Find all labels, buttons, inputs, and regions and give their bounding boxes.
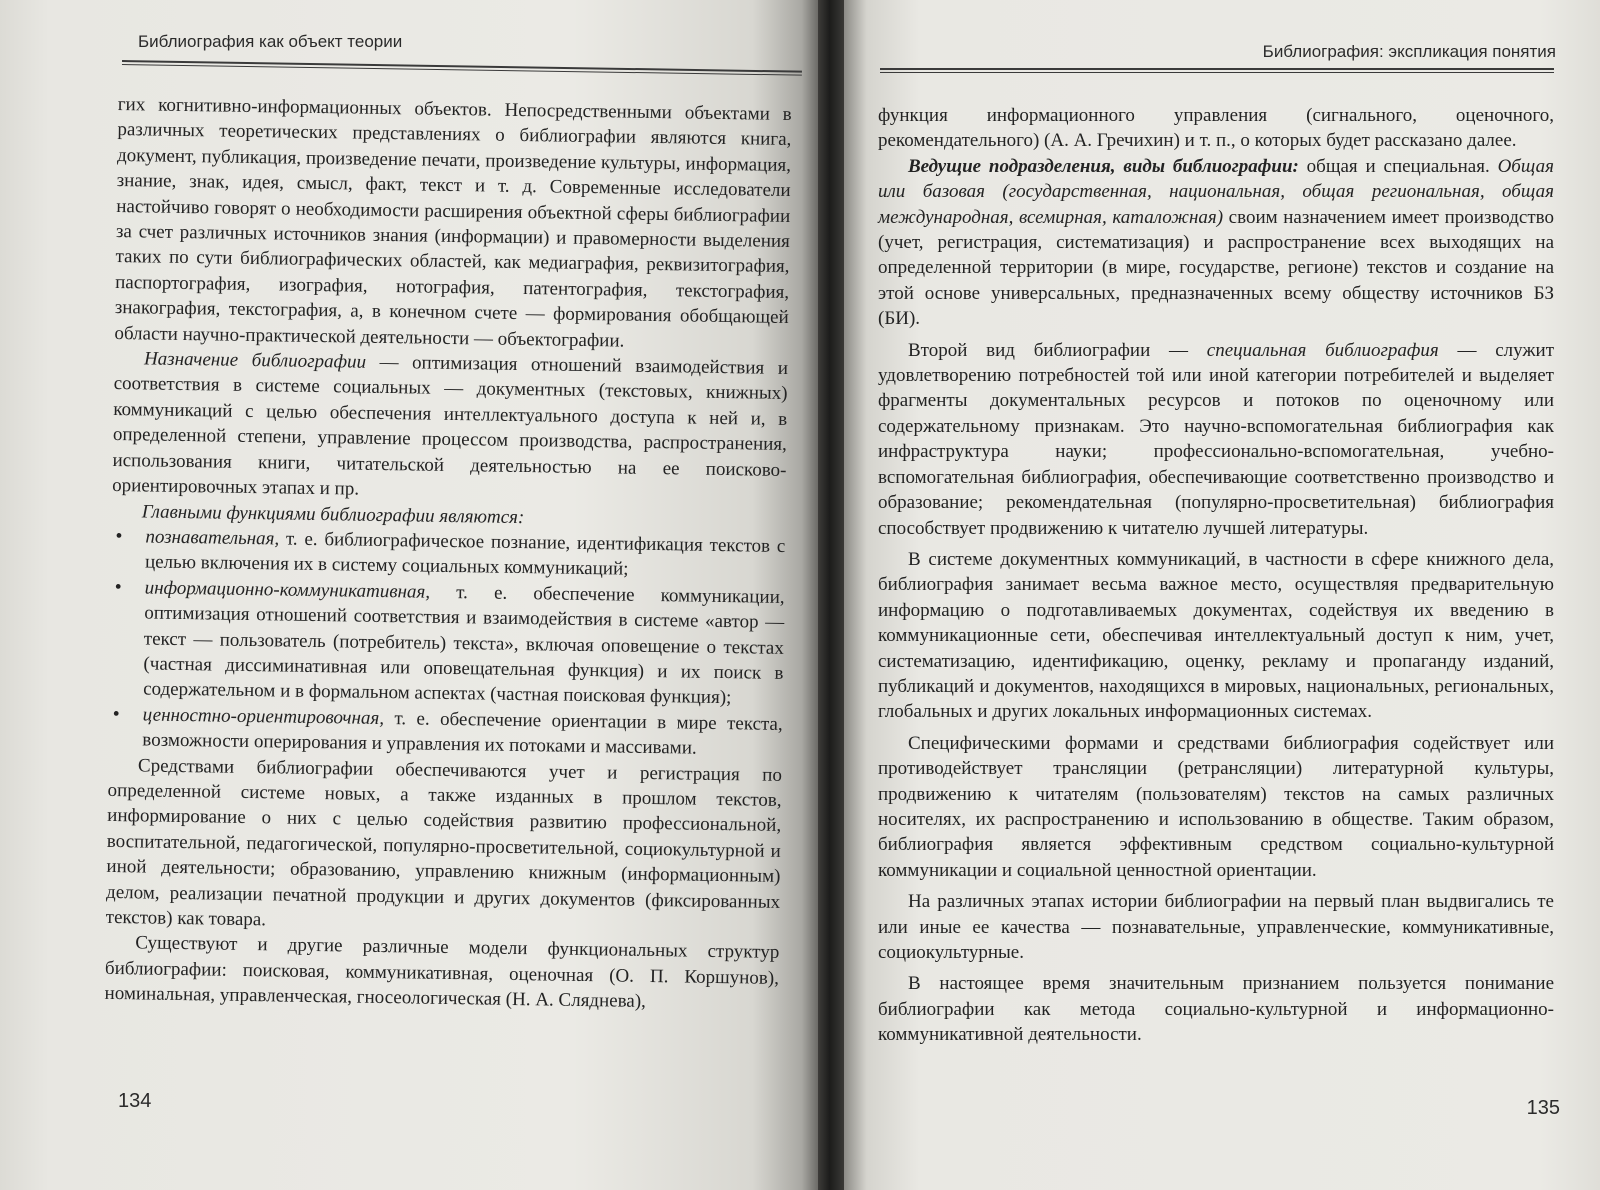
paragraph-text: своим назначением имеет производство (учет, регистрация, систематизация) и распространение всех выходящих на определенной территории (в мире, государстве, регионе) текстов и создание на этой основе универсальных, предназначенных всему обществу источников БЗ (БИ). [878, 206, 1554, 330]
function-term: ценностно-ориентировочная, [142, 704, 385, 729]
function-text: т. е. обеспечение коммуникации, оптимизация отношений соответствия и взаимодействия в системе «автор — текст — пользователь (потребитель) текста», включая оповещение о текстах (частная диссиминативная или оповещательная функция) и их поиск в содержательном и в формальном аспектах (частная поисковая функция); [142, 581, 785, 709]
paragraph: функция информационного управления (сигнального, оценочного, рекомендательного) (А. А. Гречихин) и т. п., о которых будет рассказано далее. [878, 105, 1554, 152]
function-term: информационно-коммуникативная, [144, 577, 431, 603]
header-rule [880, 68, 1554, 73]
paragraph: Специфическими формами и средствами библиография содействует или противодействует трансляции (ретрансляции) литературной культуры, продвижению к читателям (пользователям) текстов на самых различных носителях, их распространению и использованию в обществе. Таким образом, библиография является эффективным средством социально-культурной коммуникации и социальной ценностной ориентации. [878, 732, 1554, 881]
header-rule [122, 60, 802, 76]
function-text: т. е. обеспечение ориентации в мире текста, возможности оперирования и управления их потоками и массивами. [142, 707, 783, 759]
paragraph: гих когнитивно-информационных объектов. Непосредственными объектами в различных теоретических представлениях о библиографии являются книга, документ, публикация, произведение печати, произведение культуры, информация, знание, знак, идея, смысл, факт, текст и т. д. Современные исследователи настойчиво говорят о необходимости расширения объектной сферы библиографии за счет различных источников знания (информации) и правомерности выделения таких по сути библиографических областей, как медиаграфия, реквизитография, паспортография, изография, нотография, патентография, текстография, знакография, текстография, а, в конечном счете — формирования обобщающей области научно-практической деятельности — объектографии. [114, 93, 792, 352]
paragraph-text: — оптимизация отношений взаимодействия и соответствия в системе социальных — документных (текстовых, книжных) коммуникаций с целью обеспечения интеллектуального доступа к ней и, в определенной степени, управление процессом производства, распространения, использования книги, читательской деятельностью на ее поисково-ориентировочных этапах и пр. [112, 351, 789, 500]
functions-list [108, 524, 785, 763]
function-text: т. е. библиографическое познание, идентификация текстов с целью включения их в систему социальных коммуникаций; [144, 528, 786, 580]
page-number: 135 [1526, 1097, 1560, 1119]
paragraph-italic: Общая или базовая (государственная, национальная, общая региональная, общая международная, всемирная, каталожная) [878, 155, 1554, 228]
paragraph-text: Второй вид библиографии — [908, 339, 1207, 361]
list-item [109, 575, 785, 712]
paragraph: Средствами библиографии обеспечиваются учет и регистрация по определенной системе новых, а также изданных в прошлом текстов, информирование о них с целью содействия развитию профессиональной, воспитательной, педагогической, популярно-просветительной, социокультурной и иной деятельности; образованию, управлению книжным (информационным) делом, реализации печатной продукции и других документов (фиксированных текстов) как товара. [105, 754, 783, 931]
paragraph [878, 154, 1554, 332]
book-gutter [818, 0, 844, 1190]
paragraph [878, 338, 1554, 541]
list-item [108, 702, 783, 763]
page-number: 134 [118, 1090, 152, 1112]
paragraph: В системе документных коммуникаций, в частности в сфере книжного дела, библиография занимает весьма важное место, осуществляя предварительную информацию о подготавливаемых документах, содействуя их введению в коммуникационные сети, обеспечивая интеллектуальный доступ к ним, учет, систематизацию, идентификацию, оценку, рекламу и пропаганду изданий, публикаций и документов, находящихся в мировых, национальных, региональных, глобальных и других локальных информационных системах. [878, 548, 1554, 723]
paragraph: В настоящее время значительным признанием пользуется понимание библиографии как метода социально-культурной и информационно-коммуникативной деятельности. [878, 973, 1554, 1046]
paragraph-text: — служит удовлетворению потребностей той или иной категории потребителей и выделяет фрагменты документальных ресурсов и потоков по оценочному или содержательному признакам. Это научно-вспомогательная библиография как инфраструктура науки; профессионально-вспомогательная, учебно-вспомогательная библиография, обеспечивающие соответственно производство и образование; рекомендательная (популярно-просветительная) библиография способствует продвижению к читателю лучшей литературы. [878, 339, 1554, 539]
page-body [104, 92, 791, 1017]
running-header: Библиография как объект теории [138, 32, 403, 51]
paragraph: Существуют и другие различные модели функциональных структур библиографии: поисковая, коммуникативная, оценочная (О. П. Коршунов), номинальная, управленческая, гносеологическая (Н. А. Сляднева), [104, 932, 780, 1013]
running-header: Библиография: экспликация понятия [1262, 42, 1556, 61]
term-purpose: Назначение библиографии [143, 348, 367, 373]
page-body [878, 103, 1554, 1048]
paragraph-italic: специальная библиография [1206, 339, 1439, 361]
term-subdivisions: Ведущие подразделения, виды библиографии: [908, 155, 1299, 177]
paragraph: На различных этапах истории библиографии на первый план выдвигались те или иные ее качества — познавательные, управленческие, коммуникативные, социокультурные. [878, 891, 1554, 963]
function-term: познавательная, [145, 526, 280, 550]
right-page [844, 0, 1600, 1190]
functions-lead: Главными функциями библиографии являются: [141, 500, 525, 528]
paragraph-text: общая и специальная. [1298, 155, 1498, 177]
paragraph [112, 346, 788, 508]
